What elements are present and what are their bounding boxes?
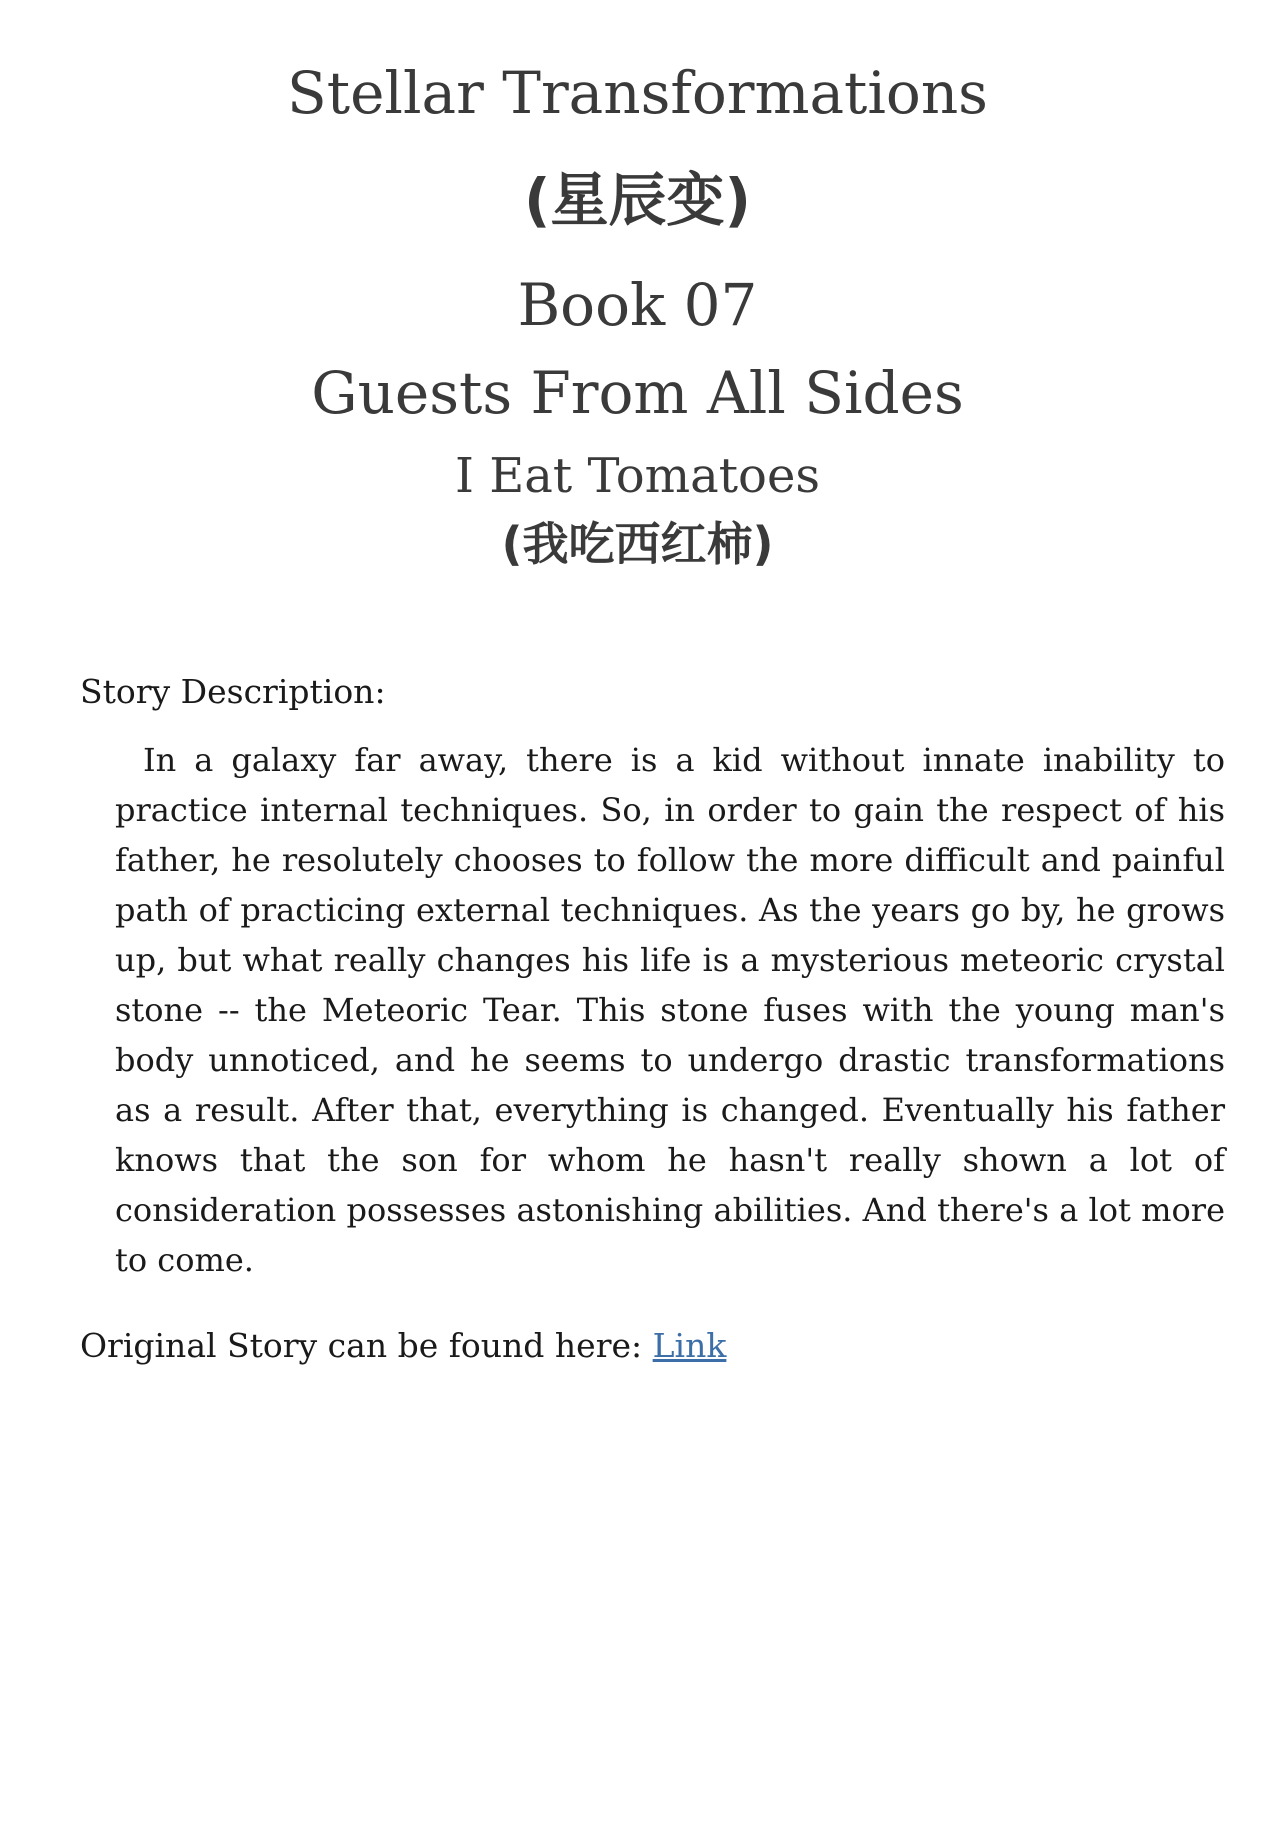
- story-description-label: Story Description:: [80, 672, 386, 711]
- original-story-prefix: Original Story can be found here:: [80, 1326, 643, 1365]
- book-number: Book 07: [517, 271, 758, 339]
- author-name-chinese: (我吃西红柿): [501, 517, 774, 571]
- original-story-line: [80, 1326, 726, 1366]
- author-name: I Eat Tomatoes: [455, 448, 820, 504]
- book-title: Stellar Transformations: [287, 59, 988, 127]
- story-description-text: In a galaxy far away, there is a kid without innate inability to practice internal techniques. So, in order to gain the respect of his father, he resolutely chooses to follow the more difficult and painful path of practicing external techniques. As the years go by, he grows up, but what really changes his life is a mysterious meteoric crystal stone -- the Meteoric Tear. This stone fuses with the young man's body unnoticed, and he seems to undergo drastic transformations as a result. After that, everything is changed. Eventually his father knows that the son for whom he hasn't really shown a lot of consideration possesses astonishing abilities. And there's a lot more to come.: [115, 741, 1225, 1279]
- book-title-chinese: (星辰变): [523, 166, 752, 234]
- original-story-link[interactable]: Link: [652, 1326, 727, 1365]
- book-subtitle: Guests From All Sides: [311, 359, 964, 427]
